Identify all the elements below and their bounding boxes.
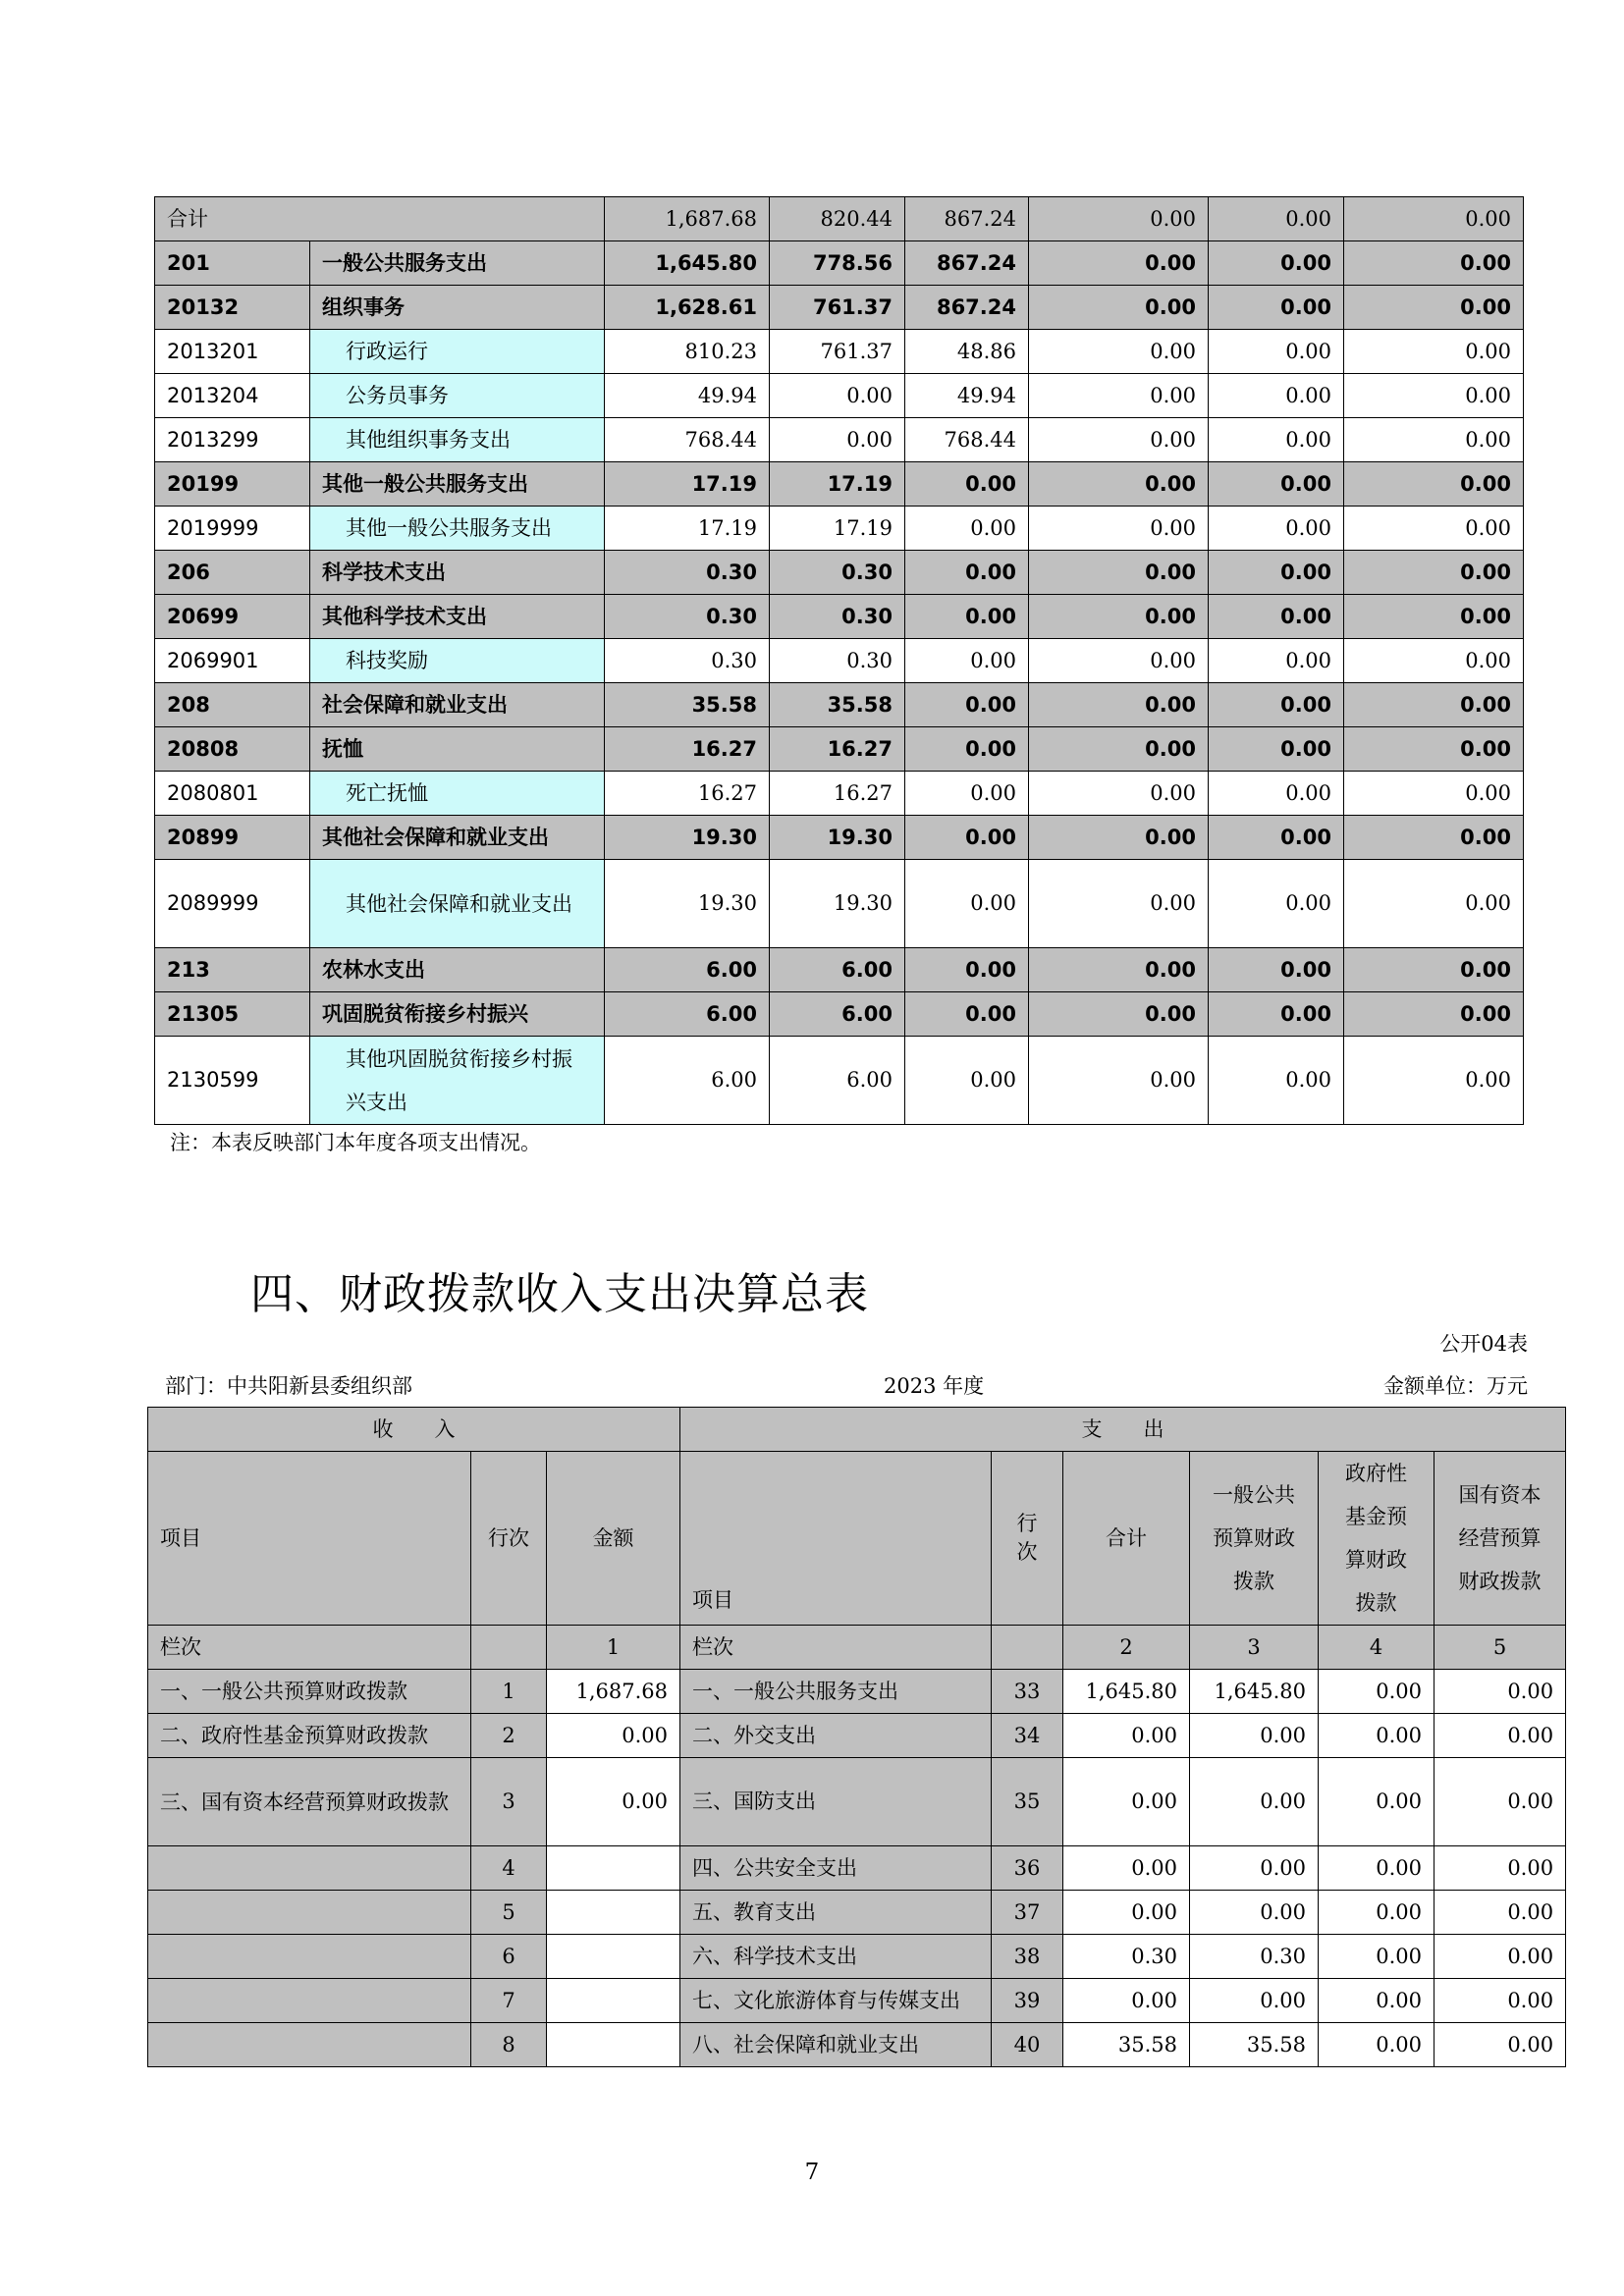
- page-number: 7: [804, 2160, 820, 2185]
- fiscal-summary-table: [147, 1407, 1566, 2067]
- expense-total: 0.00: [1063, 1891, 1190, 1935]
- amount-cell: 0.00: [1029, 860, 1209, 948]
- amount-cell: 0.00: [1209, 507, 1344, 551]
- subject-name: 公务员事务: [310, 374, 605, 418]
- amount-cell: 16.27: [605, 727, 770, 772]
- amount-cell: 0.00: [1344, 241, 1524, 286]
- amount-cell: 16.27: [770, 727, 905, 772]
- amount-cell: 0.00: [905, 462, 1029, 507]
- amount-cell: 0.00: [1344, 816, 1524, 860]
- income-item: [148, 1891, 471, 1935]
- subject-code: 2080801: [155, 772, 310, 816]
- expense-state: 0.00: [1435, 2023, 1566, 2067]
- expense-fund: 0.00: [1319, 1935, 1435, 1979]
- income-line-no: 7: [471, 1979, 547, 2023]
- col-row-4: 4: [1319, 1626, 1435, 1670]
- table-row: [155, 286, 1524, 330]
- amount-cell: 0.00: [1209, 418, 1344, 462]
- expense-fund: 0.00: [1319, 2023, 1435, 2067]
- expense-general: 0.00: [1190, 1891, 1319, 1935]
- total-label: 合计: [155, 197, 605, 241]
- header-amount: 金额: [547, 1452, 680, 1626]
- expense-line-no: 36: [992, 1846, 1063, 1891]
- expense-line-no: 38: [992, 1935, 1063, 1979]
- subject-name: 其他科学技术支出: [310, 595, 605, 639]
- expense-total: 0.30: [1063, 1935, 1190, 1979]
- expense-state: 0.00: [1435, 1670, 1566, 1714]
- income-amount: 1,687.68: [547, 1670, 680, 1714]
- subject-code: 2013204: [155, 374, 310, 418]
- subject-code: 20808: [155, 727, 310, 772]
- table-row: [148, 1891, 1566, 1935]
- income-item: 二、政府性基金预算财政拨款: [148, 1714, 471, 1758]
- subject-code: 208: [155, 683, 310, 727]
- col-row-2: 2: [1063, 1626, 1190, 1670]
- amount-cell: 0.30: [770, 639, 905, 683]
- year-label: 2023 年度: [884, 1374, 985, 1398]
- amount-cell: 6.00: [605, 948, 770, 992]
- col-row-1: 1: [547, 1626, 680, 1670]
- table-row: [155, 374, 1524, 418]
- amount-cell: 0.00: [1344, 330, 1524, 374]
- subject-name: 一般公共服务支出: [310, 241, 605, 286]
- amount-cell: 17.19: [605, 507, 770, 551]
- subject-code: 20899: [155, 816, 310, 860]
- amount-cell: 0.00: [905, 992, 1029, 1037]
- table-row: [155, 1037, 1524, 1125]
- amount-cell: 0.00: [905, 1037, 1029, 1125]
- amount-cell: 0.00: [1209, 1037, 1344, 1125]
- expenditure-table: [154, 196, 1524, 1125]
- income-line-no: 4: [471, 1846, 547, 1891]
- income-line-no: 6: [471, 1935, 547, 1979]
- expense-line-no: 40: [992, 2023, 1063, 2067]
- amount-cell: 0.00: [1209, 683, 1344, 727]
- expense-state: 0.00: [1435, 1714, 1566, 1758]
- amount-cell: 48.86: [905, 330, 1029, 374]
- amount-cell: 6.00: [605, 1037, 770, 1125]
- amount-cell: 19.30: [770, 816, 905, 860]
- col-row-label: 栏次: [148, 1626, 471, 1670]
- subject-code: 20199: [155, 462, 310, 507]
- header-fund: 政府性基金预算财政拨款: [1319, 1452, 1435, 1626]
- expense-fund: 0.00: [1319, 1979, 1435, 2023]
- expense-fund: 0.00: [1319, 1846, 1435, 1891]
- subject-name: 社会保障和就业支出: [310, 683, 605, 727]
- subject-code: 21305: [155, 992, 310, 1037]
- expense-fund: 0.00: [1319, 1891, 1435, 1935]
- table-row: [155, 639, 1524, 683]
- expense-total: 0.00: [1063, 1758, 1190, 1846]
- table-row: [148, 1979, 1566, 2023]
- col-row-exp-label: 栏次: [680, 1626, 992, 1670]
- expense-item: 二、外交支出: [680, 1714, 992, 1758]
- amount-cell: 0.00: [1029, 374, 1209, 418]
- subject-code: 2069901: [155, 639, 310, 683]
- amount-cell: 0.00: [1029, 683, 1209, 727]
- table-row: [155, 241, 1524, 286]
- table-row: [155, 418, 1524, 462]
- amount-cell: 49.94: [605, 374, 770, 418]
- amount-cell: 0.00: [1209, 948, 1344, 992]
- expense-state: 0.00: [1435, 1758, 1566, 1846]
- amount-cell: 0.00: [1209, 551, 1344, 595]
- amount-cell: 0.00: [905, 948, 1029, 992]
- table-row: [155, 595, 1524, 639]
- expense-line-no: 33: [992, 1670, 1063, 1714]
- amount-cell: 0.00: [1344, 286, 1524, 330]
- amount-cell: 16.27: [770, 772, 905, 816]
- amount-cell: 0.00: [1209, 772, 1344, 816]
- amount-cell: 19.30: [605, 816, 770, 860]
- amount-cell: 0.00: [1029, 948, 1209, 992]
- amount-cell: 0.00: [1209, 462, 1344, 507]
- table-row: [148, 1758, 1566, 1846]
- income-amount: [547, 1846, 680, 1891]
- subject-name: 组织事务: [310, 286, 605, 330]
- income-line-no: 8: [471, 2023, 547, 2067]
- amount-cell: 0.30: [605, 551, 770, 595]
- expense-line-no: 35: [992, 1758, 1063, 1846]
- table-row: [148, 1670, 1566, 1714]
- amount-cell: 0.00: [1344, 860, 1524, 948]
- income-item: [148, 1979, 471, 2023]
- header-exp-item: 项目: [680, 1452, 992, 1626]
- subject-code: 213: [155, 948, 310, 992]
- amount-cell: 49.94: [905, 374, 1029, 418]
- amount-cell: 0.00: [1344, 992, 1524, 1037]
- expense-header: 支 出: [680, 1408, 1566, 1452]
- header-general: 一般公共预算财政拨款: [1190, 1452, 1319, 1626]
- table-row: [155, 727, 1524, 772]
- income-amount: [547, 2023, 680, 2067]
- subject-name: 科学技术支出: [310, 551, 605, 595]
- amount-cell: 0.00: [1344, 197, 1524, 241]
- amount-cell: 1,645.80: [605, 241, 770, 286]
- expense-state: 0.00: [1435, 1935, 1566, 1979]
- table-row: [155, 992, 1524, 1037]
- amount-cell: 0.00: [905, 639, 1029, 683]
- expense-state: 0.00: [1435, 1846, 1566, 1891]
- amount-cell: 0.00: [905, 683, 1029, 727]
- col-row-exp-empty: [992, 1626, 1063, 1670]
- table-row: [155, 551, 1524, 595]
- expense-item: 四、公共安全支出: [680, 1846, 992, 1891]
- amount-cell: 0.00: [1029, 462, 1209, 507]
- subject-code: 206: [155, 551, 310, 595]
- amount-cell: 0.00: [1029, 992, 1209, 1037]
- subject-code: 201: [155, 241, 310, 286]
- expense-line-no: 34: [992, 1714, 1063, 1758]
- expense-item: 七、文化旅游体育与传媒支出: [680, 1979, 992, 2023]
- amount-cell: 0.00: [1344, 507, 1524, 551]
- expense-item: 八、社会保障和就业支出: [680, 2023, 992, 2067]
- amount-cell: 0.00: [1344, 374, 1524, 418]
- amount-cell: 0.00: [1209, 639, 1344, 683]
- expense-item: 五、教育支出: [680, 1891, 992, 1935]
- amount-cell: 0.00: [1344, 595, 1524, 639]
- form-id: 公开04表: [1439, 1332, 1528, 1356]
- amount-cell: 6.00: [770, 1037, 905, 1125]
- income-amount: 0.00: [547, 1758, 680, 1846]
- amount-cell: 768.44: [905, 418, 1029, 462]
- amount-cell: 0.00: [1344, 639, 1524, 683]
- amount-cell: 35.58: [605, 683, 770, 727]
- amount-cell: 0.00: [1344, 1037, 1524, 1125]
- amount-cell: 0.30: [770, 551, 905, 595]
- amount-cell: 16.27: [605, 772, 770, 816]
- amount-cell: 0.00: [1029, 551, 1209, 595]
- amount-cell: 0.00: [1344, 948, 1524, 992]
- expense-state: 0.00: [1435, 1979, 1566, 2023]
- income-item: [148, 1935, 471, 1979]
- income-amount: [547, 1891, 680, 1935]
- amount-cell: 761.37: [770, 286, 905, 330]
- amount-cell: 17.19: [605, 462, 770, 507]
- amount-cell: 810.23: [605, 330, 770, 374]
- subject-name: 其他一般公共服务支出: [310, 462, 605, 507]
- subject-name: 抚恤: [310, 727, 605, 772]
- expense-line-no: 37: [992, 1891, 1063, 1935]
- subject-name: 其他一般公共服务支出: [310, 507, 605, 551]
- expense-general: 0.00: [1190, 1714, 1319, 1758]
- amount-cell: 19.30: [770, 860, 905, 948]
- income-line-no: 2: [471, 1714, 547, 1758]
- amount-cell: 0.00: [1209, 595, 1344, 639]
- col-row-3: 3: [1190, 1626, 1319, 1670]
- amount-cell: 0.00: [1029, 330, 1209, 374]
- amount-cell: 6.00: [770, 948, 905, 992]
- subject-name: 其他巩固脱贫衔接乡村振兴支出: [310, 1037, 605, 1125]
- header-item: 项目: [148, 1452, 471, 1626]
- subject-name: 巩固脱贫衔接乡村振兴: [310, 992, 605, 1037]
- amount-cell: 0.30: [605, 639, 770, 683]
- income-amount: 0.00: [547, 1714, 680, 1758]
- amount-cell: 0.00: [1209, 241, 1344, 286]
- amount-cell: 0.00: [905, 551, 1029, 595]
- amount-cell: 0.00: [1029, 639, 1209, 683]
- amount-cell: 0.00: [905, 772, 1029, 816]
- table-row: [155, 772, 1524, 816]
- amount-cell: 0.00: [1344, 551, 1524, 595]
- amount-cell: 0.00: [1209, 197, 1344, 241]
- subject-code: 2013299: [155, 418, 310, 462]
- subject-name: 其他社会保障和就业支出: [310, 816, 605, 860]
- unit-label: 金额单位：万元: [1383, 1374, 1528, 1398]
- expense-total: 0.00: [1063, 1714, 1190, 1758]
- table-row: [155, 948, 1524, 992]
- subject-code: 2013201: [155, 330, 310, 374]
- expense-item: 一、一般公共服务支出: [680, 1670, 992, 1714]
- amount-cell: 0.00: [1344, 418, 1524, 462]
- amount-cell: 0.00: [770, 374, 905, 418]
- subject-name: 农林水支出: [310, 948, 605, 992]
- amount-cell: 0.00: [1209, 860, 1344, 948]
- expense-item: 六、科学技术支出: [680, 1935, 992, 1979]
- expense-fund: 0.00: [1319, 1714, 1435, 1758]
- expense-line-no: 39: [992, 1979, 1063, 2023]
- amount-cell: 0.30: [605, 595, 770, 639]
- expense-total: 1,645.80: [1063, 1670, 1190, 1714]
- amount-cell: 0.00: [905, 816, 1029, 860]
- amount-cell: 0.00: [1209, 816, 1344, 860]
- table-row: [148, 1846, 1566, 1891]
- amount-cell: 0.00: [1209, 330, 1344, 374]
- subject-code: 2130599: [155, 1037, 310, 1125]
- amount-cell: 0.00: [1029, 1037, 1209, 1125]
- income-item: 三、国有资本经营预算财政拨款: [148, 1758, 471, 1846]
- income-line-no: 3: [471, 1758, 547, 1846]
- expense-total: 35.58: [1063, 2023, 1190, 2067]
- amount-cell: 0.00: [905, 595, 1029, 639]
- amount-cell: 867.24: [905, 197, 1029, 241]
- amount-cell: 867.24: [905, 286, 1029, 330]
- amount-cell: 17.19: [770, 462, 905, 507]
- amount-cell: 0.00: [1209, 374, 1344, 418]
- subject-code: 20699: [155, 595, 310, 639]
- income-amount: [547, 1979, 680, 2023]
- income-header: 收 入: [148, 1408, 680, 1452]
- amount-cell: 778.56: [770, 241, 905, 286]
- amount-cell: 0.00: [1029, 197, 1209, 241]
- expense-total: 0.00: [1063, 1979, 1190, 2023]
- table-row: [155, 816, 1524, 860]
- subject-name: 其他组织事务支出: [310, 418, 605, 462]
- table-row: [155, 462, 1524, 507]
- income-line-no: 5: [471, 1891, 547, 1935]
- amount-cell: 820.44: [770, 197, 905, 241]
- table-note: 注：本表反映部门本年度各项支出情况。: [170, 1131, 541, 1154]
- income-item: [148, 2023, 471, 2067]
- amount-cell: 0.00: [1209, 286, 1344, 330]
- expense-general: 1,645.80: [1190, 1670, 1319, 1714]
- amount-cell: 768.44: [605, 418, 770, 462]
- expense-general: 0.00: [1190, 1758, 1319, 1846]
- col-row-5: 5: [1435, 1626, 1566, 1670]
- header-total: 合计: [1063, 1452, 1190, 1626]
- table-row: [155, 507, 1524, 551]
- department-label: 部门：中共阳新县委组织部: [165, 1374, 412, 1398]
- amount-cell: 0.00: [1029, 507, 1209, 551]
- amount-cell: 0.00: [770, 418, 905, 462]
- expense-general: 0.30: [1190, 1935, 1319, 1979]
- amount-cell: 0.00: [1344, 683, 1524, 727]
- amount-cell: 867.24: [905, 241, 1029, 286]
- amount-cell: 0.00: [1344, 772, 1524, 816]
- expense-fund: 0.00: [1319, 1670, 1435, 1714]
- header-exp-line-no: 行次: [992, 1452, 1063, 1626]
- amount-cell: 0.00: [905, 727, 1029, 772]
- table-row: [155, 197, 1524, 241]
- expense-state: 0.00: [1435, 1891, 1566, 1935]
- amount-cell: 1,628.61: [605, 286, 770, 330]
- expense-general: 35.58: [1190, 2023, 1319, 2067]
- amount-cell: 6.00: [770, 992, 905, 1037]
- expense-total: 0.00: [1063, 1846, 1190, 1891]
- amount-cell: 0.00: [1209, 992, 1344, 1037]
- amount-cell: 0.00: [1029, 595, 1209, 639]
- income-amount: [547, 1935, 680, 1979]
- expense-fund: 0.00: [1319, 1758, 1435, 1846]
- table-row: [148, 1714, 1566, 1758]
- subject-code: 20132: [155, 286, 310, 330]
- table-row: [155, 683, 1524, 727]
- income-item: [148, 1846, 471, 1891]
- amount-cell: 1,687.68: [605, 197, 770, 241]
- subject-name: 死亡抚恤: [310, 772, 605, 816]
- subject-code: 2089999: [155, 860, 310, 948]
- expense-general: 0.00: [1190, 1846, 1319, 1891]
- header-state: 国有资本经营预算财政拨款: [1435, 1452, 1566, 1626]
- amount-cell: 0.00: [1029, 816, 1209, 860]
- table-row: [155, 330, 1524, 374]
- amount-cell: 0.00: [1029, 727, 1209, 772]
- col-row-empty: [471, 1626, 547, 1670]
- amount-cell: 761.37: [770, 330, 905, 374]
- subject-name: 其他社会保障和就业支出: [310, 860, 605, 948]
- amount-cell: 0.00: [1344, 727, 1524, 772]
- amount-cell: 0.00: [1029, 772, 1209, 816]
- expense-general: 0.00: [1190, 1979, 1319, 2023]
- amount-cell: 0.00: [1029, 418, 1209, 462]
- amount-cell: 0.00: [905, 507, 1029, 551]
- amount-cell: 19.30: [605, 860, 770, 948]
- income-line-no: 1: [471, 1670, 547, 1714]
- amount-cell: 0.00: [1344, 462, 1524, 507]
- table-row: [155, 860, 1524, 948]
- section-title: 四、财政拨款收入支出决算总表: [250, 1269, 869, 1319]
- table-row: [148, 1935, 1566, 1979]
- amount-cell: 17.19: [770, 507, 905, 551]
- header-line-no: 行次: [471, 1452, 547, 1626]
- expense-item: 三、国防支出: [680, 1758, 992, 1846]
- subject-name: 行政运行: [310, 330, 605, 374]
- amount-cell: 0.00: [1029, 286, 1209, 330]
- amount-cell: 35.58: [770, 683, 905, 727]
- income-item: 一、一般公共预算财政拨款: [148, 1670, 471, 1714]
- amount-cell: 6.00: [605, 992, 770, 1037]
- amount-cell: 0.00: [1209, 727, 1344, 772]
- amount-cell: 0.00: [1029, 241, 1209, 286]
- table-row: [148, 2023, 1566, 2067]
- amount-cell: 0.30: [770, 595, 905, 639]
- subject-name: 科技奖励: [310, 639, 605, 683]
- subject-code: 2019999: [155, 507, 310, 551]
- amount-cell: 0.00: [905, 860, 1029, 948]
